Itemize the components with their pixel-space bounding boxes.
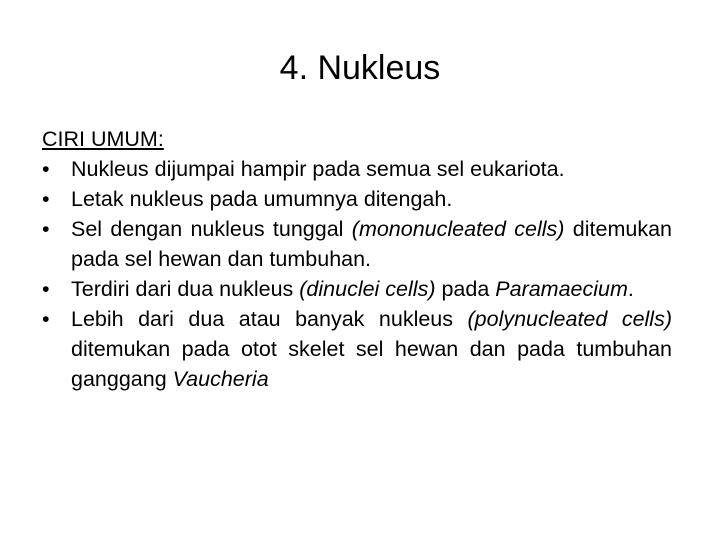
- bullet-text: Letak nukleus pada umumnya ditengah.: [71, 187, 453, 211]
- bullet-list: [42, 154, 672, 394]
- bullet-icon: •: [42, 217, 50, 241]
- slide-content: [42, 124, 672, 394]
- bullet-text: Terdiri dari dua nukleus: [71, 277, 300, 301]
- slide-title: 4. Nukleus: [279, 49, 441, 87]
- bullet-text: ditemukan pada otot skelet sel hewan dan pada tumbuhan ganggang: [71, 337, 672, 391]
- bullet-item: [42, 214, 672, 274]
- bullet-item: [42, 274, 672, 304]
- bullet-italic-text: (mononucleated cells): [351, 217, 565, 241]
- bullet-text: Lebih dari dua atau banyak nukleus: [71, 307, 468, 331]
- bullet-italic-text: (dinuclei cells): [299, 277, 436, 301]
- bullet-italic-text: Paramaecium: [495, 277, 628, 301]
- bullet-icon: •: [42, 277, 50, 301]
- section-heading: CIRI UMUM:: [42, 127, 164, 151]
- bullet-text: ditemukan pada sel hewan dan tumbuhan.: [71, 217, 672, 271]
- bullet-text: Nukleus dijumpai hampir pada semua sel eukariota.: [71, 157, 565, 181]
- bullet-text: .: [627, 277, 634, 301]
- bullet-icon: •: [42, 187, 50, 211]
- bullet-item: [42, 184, 672, 214]
- bullet-italic-text: Vaucheria: [172, 367, 269, 391]
- bullet-text: pada: [435, 277, 496, 301]
- bullet-item: [42, 304, 672, 394]
- bullet-icon: •: [42, 157, 50, 181]
- bullet-italic-text: (polynucleated cells): [467, 307, 672, 331]
- bullet-text: Sel dengan nukleus tunggal: [71, 217, 352, 241]
- bullet-item: [42, 154, 672, 184]
- bullet-icon: •: [42, 307, 50, 331]
